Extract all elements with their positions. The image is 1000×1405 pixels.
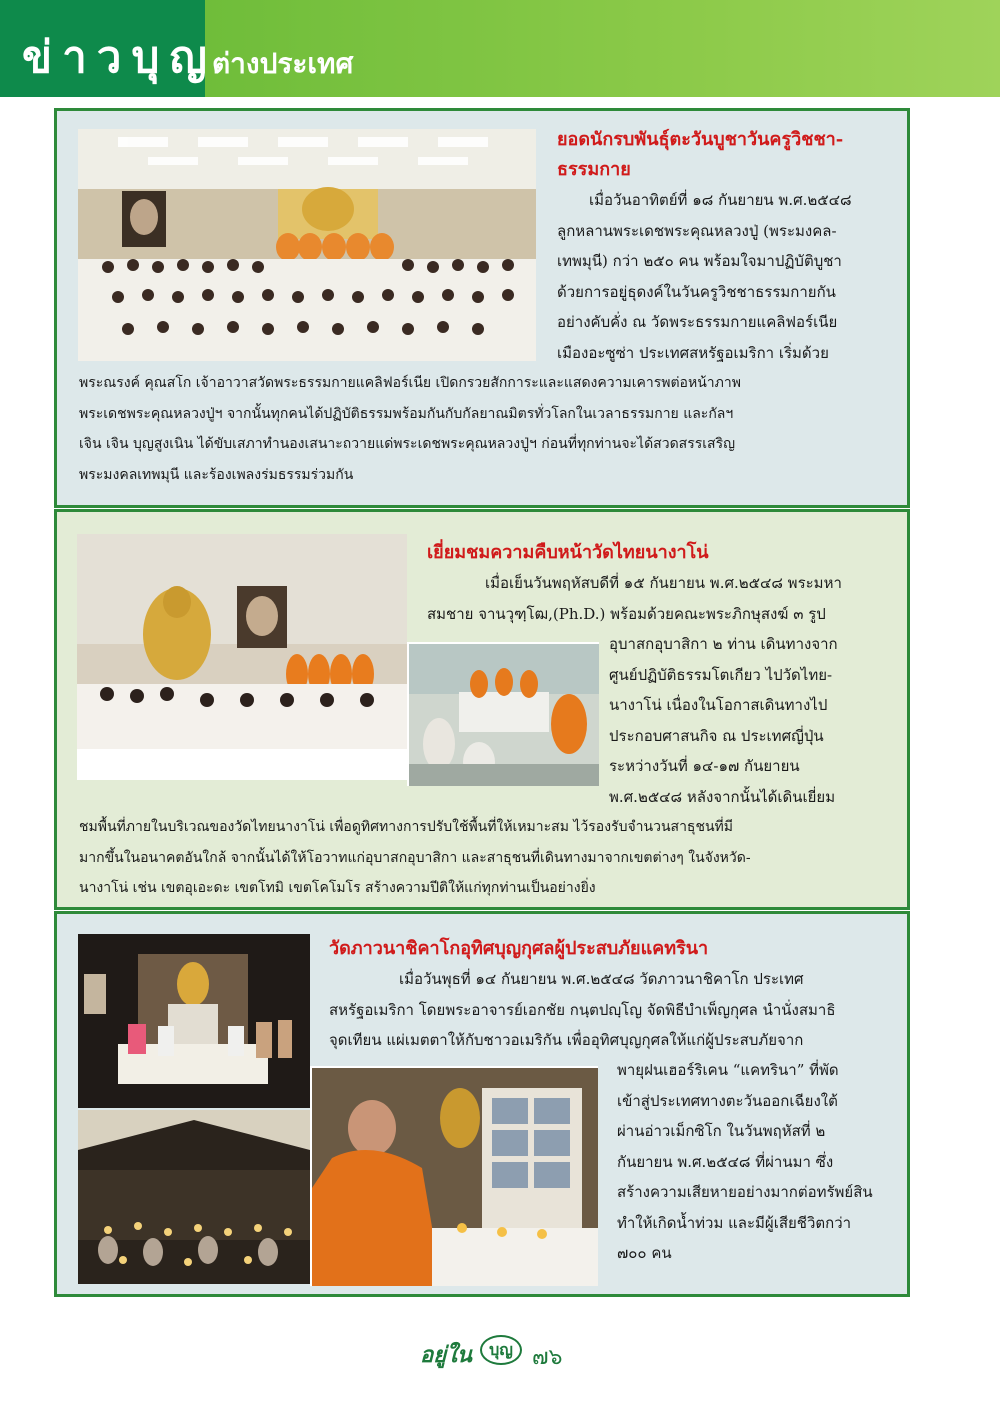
news-section-2	[54, 509, 910, 910]
section-2-text-full	[79, 812, 894, 904]
candlelight-meditation-photo	[78, 1110, 310, 1284]
text-line: สหรัฐอเมริกา โดยพระอาจารย์เอกชัย กนฺตปญฺโญ จัดพิธีบำเพ็ญกุศล นำนั่งสมาธิ	[329, 1000, 836, 1019]
monks-meeting-photo	[407, 642, 599, 786]
section-3-title: วัดภาวนาชิคาโกอุทิศบุญกุศลผู้ประสบภัยแคทรินา	[329, 938, 709, 959]
monk-lighting-candles-photo	[310, 1066, 598, 1286]
magazine-logo-circle: บุญ	[480, 1335, 522, 1365]
text-line: พระณรงค์ คุณสโก เจ้าอาวาสวัดพระธรรมกายแคลิฟอร์เนีย เปิดกรวยสักการะและแสดงความเคารพต่อหน้าภาพ	[79, 375, 741, 391]
section-1-title-line-2: ธรรมกาย	[557, 159, 631, 180]
text-line: พระมงคลเทพมุนี และร้องเพลงร่มธรรมร่วมกัน	[79, 466, 354, 483]
text-line: เข้าสู่ประเทศทางตะวันออกเฉียงใต้	[617, 1091, 838, 1110]
section-3-text-top	[329, 964, 897, 1056]
text-line: พ.ศ.๒๕๔๘ หลังจากนั้นได้เดินเยี่ยม	[609, 787, 836, 806]
news-section-3	[54, 911, 910, 1297]
page-header	[0, 0, 1000, 97]
text-line: สร้างความเสียหายอย่างมากต่อทรัพย์สิน	[617, 1183, 873, 1201]
magazine-logo-text: อยู่ใน	[420, 1343, 472, 1368]
section-2-text-top	[427, 568, 897, 629]
chicago-altar-photo	[78, 934, 310, 1108]
text-line: พระเดชพระคุณหลวงปู่ฯ จากนั้นทุกคนได้ปฏิบัติธรรมพร้อมกันกับกัลยาณมิตรทั่วโลกในเวลาธรรมกาย และกัลฯ	[79, 405, 734, 422]
section-2-title: เยี่ยมชมความคืบหน้าวัดไทยนางาโน่	[427, 542, 709, 563]
text-line: ระหว่างวันที่ ๑๔-๑๗ กันยายน	[609, 757, 800, 775]
header-subtitle: ต่างประเทศ	[212, 47, 354, 80]
text-line: กันยายน พ.ศ.๒๕๔๘ ที่ผ่านมา ซึ่ง	[617, 1152, 834, 1171]
section-1-text-full	[79, 368, 894, 490]
section-2-text-right	[609, 629, 897, 812]
text-line: จุดเทียน แผ่เมตตาให้กับชาวอเมริกัน เพื่ออุทิศบุญกุศลให้แก่ผู้ประสบภัยจาก	[329, 1031, 804, 1049]
text-line: เมื่อวันพุธที่ ๑๔ กันยายน พ.ศ.๒๕๔๘ วัดภาวนาชิคาโก ประเทศ	[399, 970, 804, 988]
text-line: เจิน เจิน บุญสูงเนิน ได้ขับเสภาทำนองเสนาะถวายแด่พระเดชพระคุณหลวงปู่ฯ ก่อนที่ทุกท่านจะได้สวดสรรเสริญ	[79, 436, 736, 452]
group-photo	[78, 129, 536, 361]
text-line: ผ่านอ่าวเม็กซิโก ในวันพฤหัสที่ ๒	[617, 1122, 826, 1140]
text-line: สมชาย จานวุฑฺโฒ,(Ph.D.) พร้อมด้วยคณะพระภิกษุสงฆ์ ๓ รูป	[427, 604, 826, 623]
text-line: ด้วยการอยู่ธุดงค์ในวันครูวิชชาธรรมกายกัน	[557, 282, 836, 301]
page-footer	[420, 1333, 580, 1373]
section-1-text-right	[557, 185, 897, 368]
header-title: ข่าวบุญ	[22, 32, 217, 83]
text-line: เมื่อเย็นวันพฤหัสบดีที่ ๑๕ กันยายน พ.ศ.๒๕๔๘ พระมหา	[485, 574, 842, 592]
temple-hall-photo	[77, 534, 407, 780]
text-line: นางาโน่ เนื่องในโอกาสเดินทางไป	[609, 696, 828, 714]
text-line: ทำให้เกิดน้ำท่วม และมีผู้เสียชีวิตกว่า	[617, 1213, 852, 1232]
section-1-title-line-1: ยอดนักรบพันธุ์ตะวันบูชาวันครูวิชชา-	[557, 129, 844, 150]
news-section-1	[54, 108, 910, 508]
text-line: เมืองอะซูซ่า ประเทศสหรัฐอเมริกา เริ่มด้วย	[557, 343, 829, 362]
text-line: ชมพื้นที่ภายในบริเวณของวัดไทยนางาโน่ เพื่อดูทิศทางการปรับใช้พื้นที่ให้เหมาะสม ไว้รองรับจำนวนสาธุชนที่มี	[79, 819, 734, 835]
text-line: พายุฝนเฮอร์ริเคน “แคทรินา” ที่พัด	[617, 1061, 839, 1079]
text-line: ประกอบศาสนกิจ ณ ประเทศญี่ปุ่น	[609, 726, 824, 745]
text-line: ลูกหลานพระเดชพระคุณหลวงปู่ (พระมงคล-	[557, 221, 837, 240]
text-line: อุบาสกอุบาสิกา ๒ ท่าน เดินทางจาก	[609, 635, 838, 653]
text-line: นางาโน่ เช่น เขตอุเอะดะ เขตโทมิ เขตโคโมโร สร้างความปีติให้แก่ทุกท่านเป็นอย่างยิ่ง	[79, 880, 596, 896]
text-line: ศูนย์ปฏิบัติธรรมโตเกียว ไปวัดไทย-	[609, 665, 833, 684]
text-line: เทพมุนี) กว่า ๒๕๐ คน พร้อมใจมาปฏิบัติบูชา	[557, 252, 842, 270]
text-line: มากขึ้นในอนาคตอันใกล้ จากนั้นได้ให้โอวาทแก่อุบาสกอุบาสิกา และสาธุชนที่เดินทางมาจากเขตต่างๆ ในจังหวัด-	[79, 849, 751, 866]
text-line: ๗๐๐ คน	[617, 1244, 672, 1262]
page-number: ๗๖	[532, 1345, 563, 1370]
section-3-text-right	[617, 1055, 897, 1269]
text-line: อย่างคับคั่ง ณ วัดพระธรรมกายแคลิฟอร์เนีย	[557, 313, 838, 331]
text-line: เมื่อวันอาทิตย์ที่ ๑๘ กันยายน พ.ศ.๒๕๔๘	[589, 191, 852, 209]
